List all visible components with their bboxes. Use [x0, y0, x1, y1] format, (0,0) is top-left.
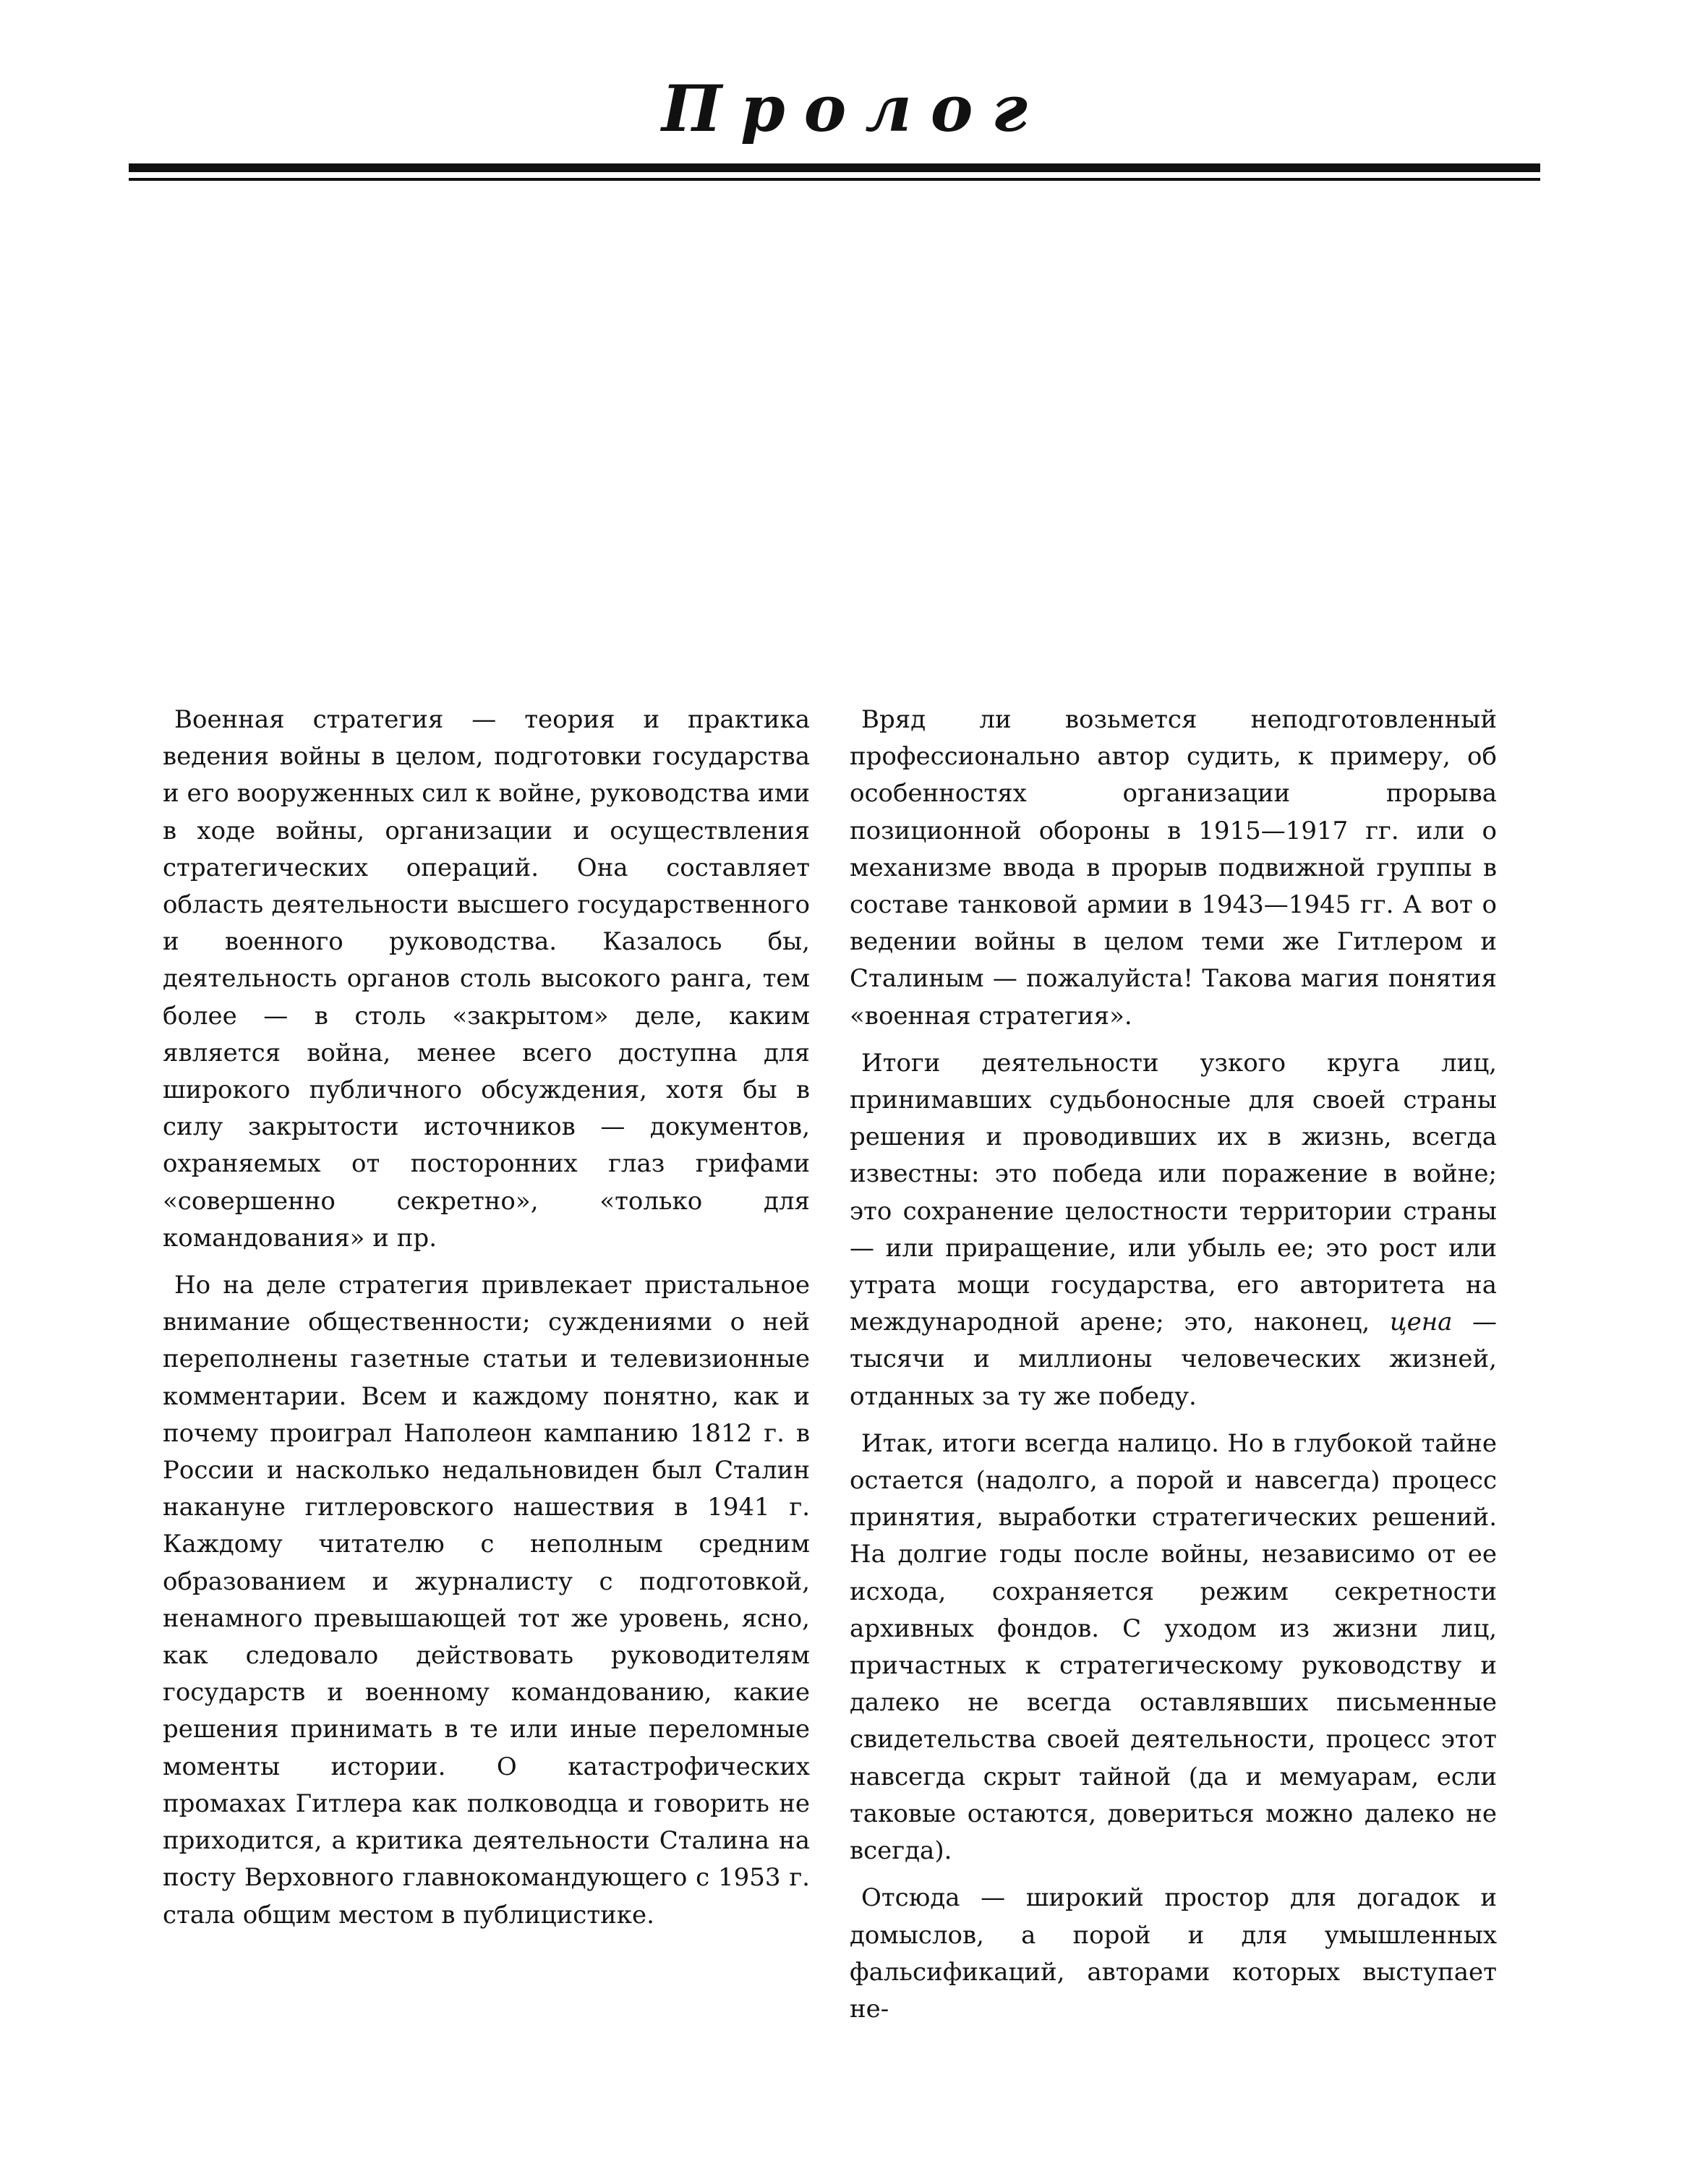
title-rule-thin: [129, 178, 1540, 181]
emphasis-word: цена: [1389, 1308, 1453, 1337]
title-rule-thick: [129, 163, 1540, 172]
paragraph: [850, 1045, 1497, 1415]
paragraph: Вряд ли возьмется неподготовленный профессионально автор судить, к примеру, об особенностях организации прорыва позиционной обороны в 1915—1917 гг. или о механизме ввода в прорыв подвижной группы в составе танковой армии в 1943—1945 гг. А вот о ведении войны в целом теми же Гитлером и Сталиным — пожалуйста! Такова магия понятия «военная стратегия».: [850, 705, 1497, 1031]
paragraph: Итак, итоги всегда налицо. Но в глубокой тайне остается (надолго, а порой и навсегда) процесс принятия, выработки стратегических решений. На долгие годы после войны, независимо от ее исхода, сохраняется режим секретности архивных фондов. С уходом из жизни лиц, причастных к стратегическому руководству и далеко не всегда оставлявших письменные свидетельства своей деятельности, процесс этот навсегда скрыт тайной (да и мемуарам, если таковые остаются, довериться можно далеко не всегда).: [850, 1428, 1497, 1866]
left-column: [163, 702, 810, 1944]
right-column: [850, 702, 1497, 2038]
paragraph-text: — тысячи и миллионы человеческих жизней, отданных за ту же победу.: [850, 1308, 1497, 1411]
paragraph: Военная стратегия — теория и практика ведения войны в целом, подготовки государства и его вооруженных сил к войне, руководства ими в ходе войны, организации и осуществления стратегических операций. Она составляет область деятельности высшего государственного и военного руководства. Казалось бы, деятельность органов столь высокого ранга, тем более — в столь «закрытом» деле, каким является война, менее всего доступна для широкого публичного обсуждения, хотя бы в силу закрытости источников — документов, охраняемых от посторонних глаз грифами «совершенно секретно», «только для командования» и пр.: [163, 705, 811, 1253]
paragraph: Отсюда — широкий простор для догадок и домыслов, а порой и для умышленных фальсификаций, авторами которых выступает не-: [850, 1883, 1497, 2024]
paragraph: Но на деле стратегия привлекает пристальное внимание общественности; суждениями о ней переполнены газетные статьи и телевизионные комментарии. Всем и каждому понятно, как и почему проиграл Наполеон кампанию 1812 г. в России и насколько недальновиден был Сталин накануне гитлеровского нашествия в 1941 г. Каждому читателю с неполным средним образованием и журналисту с подготовкой, ненамного превышающей тот же уровень, ясно, как следовало действовать руководителям государств и военному командованию, какие решения принимать в те или иные переломные моменты истории. О катастрофических промахах Гитлера как полководца и говорить не приходится, а критика деятельности Сталина на посту Верховного главнокомандующего с 1953 г. стала общим местом в публицистике.: [163, 1271, 810, 1930]
paragraph-text: Итоги деятельности узкого круга лиц, принимавших судьбоносные для своей страны решения и проводивших их в жизнь, всегда известны: это победа или поражение в войне; это сохранение целостности территории страны — или приращение, или убыль ее; это рост или утрата мощи государства, его авторитета на международной арене; это, наконец,: [850, 1048, 1497, 1337]
page-title: Пролог: [662, 71, 1046, 146]
